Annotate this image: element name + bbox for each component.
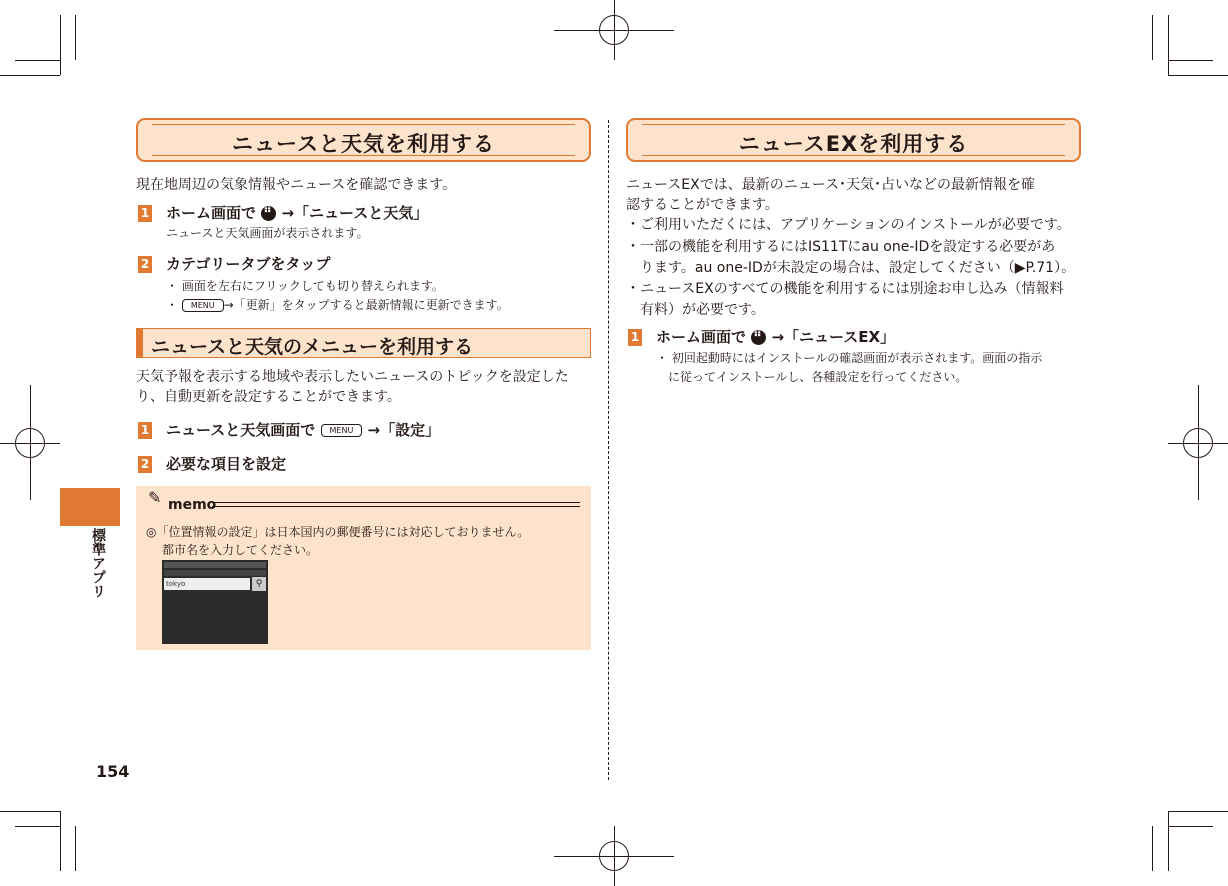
step-number: 2 [138,256,152,273]
bullet-item-cont: ります。au one-IDが未設定の場合は、設定してください（▶P.71）。 [640,260,1076,276]
step-number: 1 [138,422,152,439]
body-text: 天気予報を表示する地域や表示したいニュースのトピックを設定した [136,369,569,385]
crop-mark [15,826,60,827]
registration-mark [599,15,629,45]
registration-mark [599,841,629,871]
crop-mark [0,75,60,76]
memo-label: memo [168,497,217,513]
section-header [136,118,591,162]
apps-icon [751,330,766,345]
step-instruction: カテゴリータブをタップ [166,255,331,273]
crop-mark [60,15,61,75]
step-number: 1 [138,205,152,222]
crop-mark [75,15,76,60]
bullet-item: ・ MENU →「更新」をタップすると最新情報に更新できます。 [166,298,509,312]
step-number: 2 [138,456,152,473]
menu-key-icon: MENU [182,299,224,312]
crop-mark [15,60,60,61]
step-instruction: 必要な項目を設定 [166,455,287,473]
section-title: ニュースと天気を利用する [232,132,495,156]
step-instruction: ニュースと天気画面で MENU →「設定」 [166,421,441,439]
column-divider [608,120,609,780]
search-field: tokyo [164,578,250,590]
crop-mark [1152,826,1153,871]
step-number: 1 [628,329,642,346]
crop-mark [1168,811,1169,871]
bullet-item: ・ニュースEXのすべての機能を利用するには別途お申し込み（情報料 [626,281,1064,297]
step-target: →「ニュースと天気」 [281,204,429,222]
subsection-header [136,328,591,358]
intro-text: ニュースEXでは、最新のニュース･天気･占いなどの最新情報を確 [626,177,1036,193]
screenshot-thumbnail [162,560,268,644]
crop-mark [1168,15,1169,75]
page-number: 154 [96,762,130,781]
memo-rule [212,502,580,507]
section-title: ニュースEXを利用する [738,132,969,156]
crop-mark [0,811,60,812]
registration-mark [15,428,45,458]
bullet-item: ・ 画面を左右にフリックしても切り替えられます。 [166,279,444,293]
pencil-icon: ✎ [148,488,162,507]
body-text: り、自動更新を設定することができます。 [136,389,401,405]
step-instruction [166,202,428,223]
crop-mark [1168,60,1213,61]
memo-text: 都市名を入力してください。 [162,543,319,557]
bullet-item-cont: 有料）が必要です。 [640,302,765,318]
memo-text: ◎「位置情報の設定」は日本国内の郵便番号には対応しておりません。 [146,525,530,539]
step-note: ニュースと天気画面が表示されます。 [166,226,369,240]
side-tab-label: 標準アプリ [90,528,106,598]
registration-mark [1183,428,1213,458]
search-icon: ⚲ [252,577,266,591]
menu-key-icon: MENU [321,424,363,437]
bullet-item: ・一部の機能を利用するにはIS11Tにau one-IDを設定する必要があ [626,239,1056,255]
section-header [626,118,1081,162]
crop-mark [1152,15,1153,60]
step-instruction: ホーム画面で ⠿ →「ニュースEX」 [656,326,895,347]
crop-mark [60,811,61,871]
side-tab [60,488,120,526]
bullet-item: ・ 初回起動時にはインストールの確認画面が表示されます。画面の指示 [656,351,1043,365]
crop-mark [1168,75,1228,76]
crop-mark [75,826,76,871]
bullet-item: ・ご利用いただくには、アプリケーションのインストールが必要です。 [626,217,1071,233]
step-text: ホーム画面で [166,204,257,222]
subsection-title: ニュースと天気のメニューを利用する [151,336,474,358]
intro-text: 現在地周辺の気象情報やニュースを確認できます。 [136,177,457,193]
apps-icon [261,206,276,221]
intro-text: 認することができます。 [626,197,779,213]
bullet-item-cont: に従ってインストールし、各種設定を行ってください。 [668,370,968,384]
crop-mark [1168,826,1213,827]
crop-mark [1168,811,1228,812]
